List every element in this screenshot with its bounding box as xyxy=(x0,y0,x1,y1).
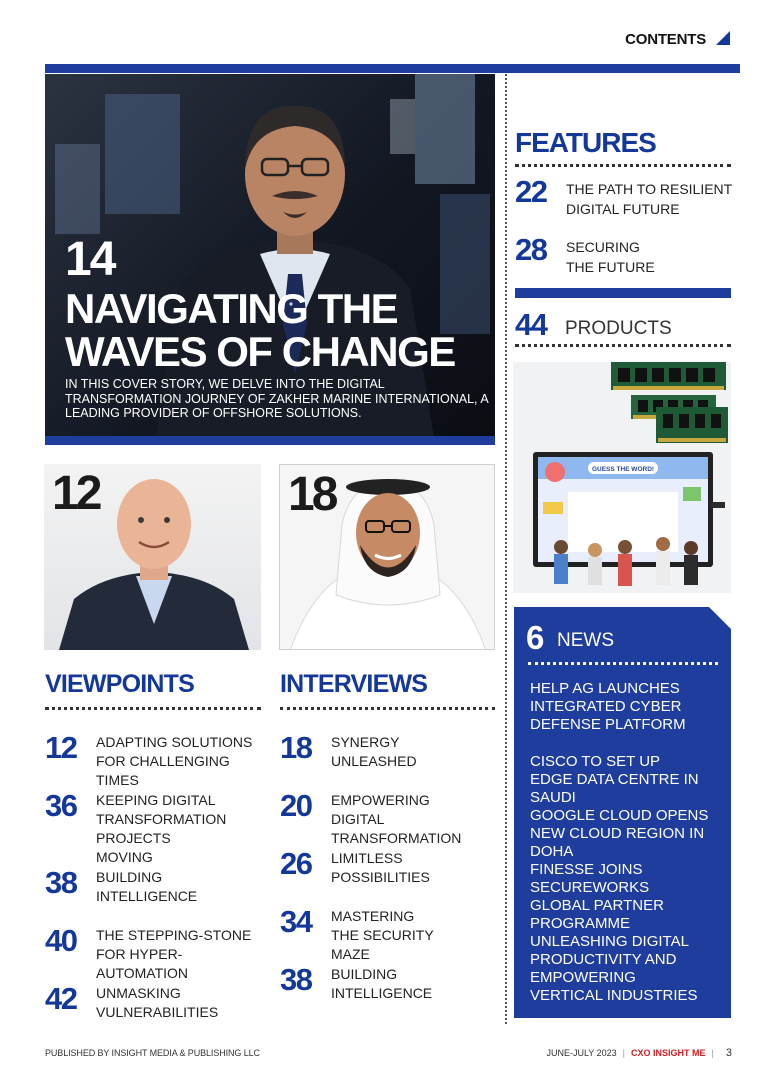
viewpoints-heading: VIEWPOINTS xyxy=(45,670,194,698)
cover-title-line-2: WAVES OF CHANGE xyxy=(65,328,455,375)
interview-photo-card[interactable] xyxy=(279,464,495,650)
viewpoint-title: KEEPING DIGITAL TRANSFORMATION PROJECTS MOVING xyxy=(96,792,227,865)
viewpoint-page-number: 12 xyxy=(45,730,77,765)
viewpoint-photo-card[interactable] xyxy=(44,464,261,650)
viewpoint-photo-page-number: 12 xyxy=(52,467,100,520)
cover-story-card[interactable] xyxy=(45,74,495,444)
interview-title: LIMITLESS POSSIBILITIES xyxy=(331,850,430,885)
interview-title: EMPOWERING DIGITAL TRANSFORMATION xyxy=(331,792,462,846)
news-item[interactable]: UNLEASHING DIGITAL PRODUCTIVITY AND EMPOWERING VERTICAL INDUSTRIES xyxy=(530,933,698,1004)
interview-page-number: 26 xyxy=(280,846,312,881)
features-dotted-rule xyxy=(515,164,731,167)
viewpoint-title: UNMASKING VULNERABILITIES xyxy=(96,985,219,1020)
feature-title: SECURING THE FUTURE xyxy=(566,239,655,275)
interviews-dotted-rule xyxy=(280,707,495,710)
viewpoint-page-number: 36 xyxy=(45,788,77,823)
interview-title: MASTERING THE SECURITY MAZE xyxy=(331,908,434,962)
magazine-name: CXO INSIGHT ME xyxy=(631,1048,706,1058)
products-image xyxy=(513,362,731,593)
top-rule xyxy=(45,64,740,73)
news-item[interactable]: GOOGLE CLOUD OPENS NEW CLOUD REGION IN DOHA xyxy=(530,807,709,860)
news-item[interactable]: CISCO TO SET UP EDGE DATA CENTRE IN SAUDI xyxy=(530,753,699,806)
interview-title: BUILDING INTELLIGENCE xyxy=(331,966,433,1001)
page-number: 3 xyxy=(725,1047,732,1059)
viewpoint-title: THE STEPPING-STONE FOR HYPER-AUTOMATION xyxy=(96,927,252,981)
issue-date: JUNE-JULY 2023 xyxy=(546,1048,617,1058)
column-divider xyxy=(505,74,507,1024)
news-item[interactable]: HELP AG LAUNCHES INTEGRATED CYBER DEFENSE PLATFORM xyxy=(530,680,686,733)
viewpoint-page-number: 40 xyxy=(45,923,77,958)
news-page-number: 6 xyxy=(526,619,545,656)
footer-separator: | xyxy=(622,1048,626,1058)
news-label[interactable]: NEWS xyxy=(557,630,614,651)
news-panel xyxy=(514,607,731,1018)
news-dotted-rule xyxy=(528,662,718,665)
interview-page-number: 18 xyxy=(280,730,312,765)
interview-page-number: 38 xyxy=(280,962,312,997)
feature-page-number: 28 xyxy=(515,232,547,267)
products-dotted-rule xyxy=(515,344,731,347)
interview-page-number: 20 xyxy=(280,788,312,823)
interviews-heading: INTERVIEWS xyxy=(280,670,428,698)
products-screen-text: GUESS THE WORD! xyxy=(591,466,655,473)
publisher-credit: PUBLISHED BY INSIGHT MEDIA & PUBLISHING LLC xyxy=(45,1048,260,1058)
news-item[interactable]: FINESSE JOINS SECUREWORKS GLOBAL PARTNER PROGRAMME xyxy=(530,861,664,932)
viewpoint-title: BUILDING INTELLIGENCE xyxy=(96,869,198,904)
interview-photo-page-number: 18 xyxy=(288,468,336,521)
interview-page-number: 34 xyxy=(280,904,312,939)
cover-bottom-rule xyxy=(45,436,495,445)
viewpoints-dotted-rule xyxy=(45,707,261,710)
footer-separator: | xyxy=(711,1048,714,1058)
contents-heading: CONTENTS xyxy=(625,31,706,48)
products-page-number: 44 xyxy=(515,307,547,342)
cover-story-title xyxy=(65,287,485,373)
cover-story-page-number: 14 xyxy=(65,233,115,286)
cover-story-description: IN THIS COVER STORY, WE DELVE INTO THE DIGITAL TRANSFORMATION JOURNEY OF ZAKHER MARINE INTERNATIONAL, A LEADING PROVIDER OF OFFSHORE SOLUTIONS. xyxy=(65,377,488,420)
products-label[interactable]: PRODUCTS xyxy=(565,318,672,339)
features-heading: FEATURES xyxy=(515,127,656,158)
viewpoint-page-number: 38 xyxy=(45,865,77,900)
corner-triangle-icon xyxy=(716,31,730,45)
cover-title-line-1: NAVIGATING THE xyxy=(65,285,398,332)
viewpoint-page-number: 42 xyxy=(45,981,77,1016)
feature-title: THE PATH TO RESILIENT DIGITAL FUTURE xyxy=(566,181,732,217)
features-divider-bar xyxy=(515,288,731,298)
news-panel-corner-cut xyxy=(709,607,731,629)
viewpoint-title: ADAPTING SOLUTIONS FOR CHALLENGING TIMES xyxy=(96,734,253,788)
footer-issue-info xyxy=(546,1047,732,1059)
interview-title: SYNERGY UNLEASHED xyxy=(331,734,417,769)
feature-page-number: 22 xyxy=(515,174,547,209)
products-illustration xyxy=(513,362,731,593)
